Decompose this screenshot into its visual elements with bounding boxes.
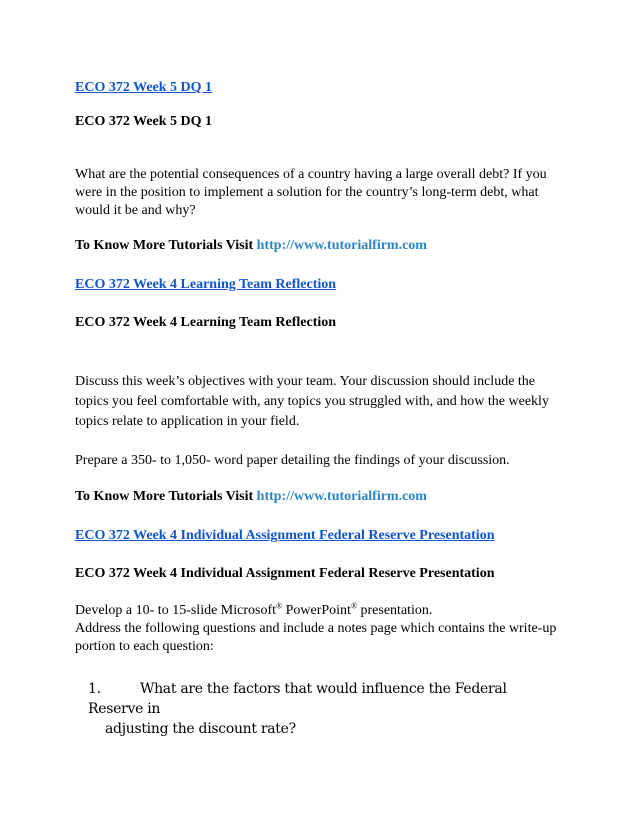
paragraph-team-discussion: Discuss this week’s objectives with your team. Your discussion should include the topics you feel comfortable with, any topics you struggled with, and how the weekly topics relate to application in your field. (75, 374, 549, 429)
paragraph-debt-question: What are the potential consequences of a country having a large overall debt? If you were in the position to implement a solution for the country’s long-term debt, what would it be and why? (75, 167, 547, 218)
slide-text-b: PowerPoint (282, 603, 351, 618)
paragraph-paper-length: Prepare a 350- to 1,050- word paper detailing the findings of your discussion. (75, 453, 510, 468)
tutorials-line-1 (75, 237, 427, 255)
list-item-line-2: adjusting the discount rate? (105, 721, 296, 737)
list-item-line-1 (88, 679, 548, 719)
paragraph-notes-instructions: Address the following questions and include a notes page which contains the write-up portion to each question: (75, 621, 557, 654)
list-text: What are the factors that would influence the Federal Reserve in (88, 681, 507, 717)
tutorials-label: To Know More Tutorials Visit (75, 238, 257, 253)
heading-week4-team-reflection: ECO 372 Week 4 Learning Team Reflection (75, 315, 337, 330)
registered-mark: ® (276, 601, 283, 611)
link-week4-team-reflection[interactable]: ECO 372 Week 4 Learning Team Reflection (75, 277, 337, 292)
slide-text-a: Develop a 10- to 15-slide Microsoft (75, 603, 277, 618)
tutorials-label: To Know More Tutorials Visit (75, 489, 257, 504)
list-number: 1. (88, 681, 101, 697)
registered-mark: ® (350, 601, 358, 611)
tutorials-url-link[interactable]: http://www.tutorialfirm.com (256, 238, 427, 253)
paragraph-slide-count (75, 602, 432, 620)
link-week4-federal-reserve[interactable]: ECO 372 Week 4 Individual Assignment Federal Reserve Presentation (75, 528, 495, 543)
tutorials-url-link[interactable]: http://www.tutorialfirm.com (256, 489, 427, 504)
link-week5-dq1[interactable]: ECO 372 Week 5 DQ 1 (75, 80, 213, 95)
heading-week4-federal-reserve: ECO 372 Week 4 Individual Assignment Federal Reserve Presentation (75, 566, 495, 581)
list-item-1 (88, 679, 548, 739)
heading-week5-dq1: ECO 372 Week 5 DQ 1 (75, 114, 213, 129)
tutorials-line-2 (75, 488, 427, 506)
slide-text-c: presentation. (357, 603, 433, 618)
